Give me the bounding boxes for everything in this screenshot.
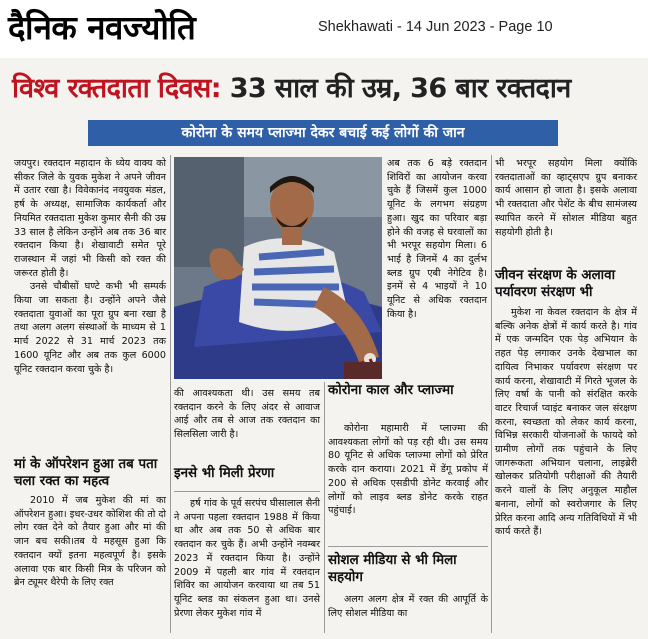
article-column-4 (495, 157, 637, 239)
paragraph: भी भरपूर सहयोग मिला क्योंकि रक्तदाताओं का व्हाट्सएप ग्रुप बनाकर कार्य आसान हो जाता है। इसके अलावा भी रक्तदाता और पेशेंट के बीच सामंजस्य स्थापित करने में सोशल मीडिया बहुत सहयोगी होती है। (495, 158, 637, 238)
blood-donor-photo (174, 157, 382, 379)
column-divider (324, 382, 325, 633)
article-subheadline: कोरोना के समय प्लाज्मा देकर बचाई कई लोगों की जान (88, 120, 558, 146)
paragraph: कोरोना महामारी में प्लाज्मा की आवश्यकता लोगों को पड़ रही थी। उस समय 80 यूनिट से अधिक प्लाज्मा लोगों को प्रेरित करके दान कराया। 2021 में डेंगू प्रकोप में 200 से अधिक एसडीपी डोनेट करवाई और लोगों को लाइव ब्लड डोनेट करके राहत पहुंचाई। (328, 423, 488, 517)
article-column-1 (14, 157, 166, 376)
article-column-3-end (328, 593, 488, 620)
paragraph: की आवश्यकता थी। उस समय तब रक्तदान करने के लिए अंदर से आवाज आई और तब से आज तक रक्तदान का सिलसिला जारी है। (174, 388, 320, 441)
section-divider (174, 491, 320, 492)
article-column-1-cont (14, 494, 166, 590)
section-heading-inspiration: इनसे भी मिली प्रेरणा (174, 466, 275, 481)
section-heading-corona: कोरोना काल और प्लाज्मा (328, 383, 454, 398)
section-heading-social: सोशल मीडिया से भी मिला सहयोग (328, 553, 457, 585)
section-divider (328, 546, 488, 547)
article-column-2-cont (174, 497, 320, 620)
paragraph: अलग अलग क्षेत्र में रक्त की आपूर्ति के लिए सोशल मीडिया का (328, 594, 488, 619)
article-photo (174, 157, 382, 379)
headline-lead: विश्व रक्तदाता दिवस: (12, 73, 221, 104)
paragraph: मुकेश ना केवल रक्तदान के क्षेत्र में बल्कि अनेक क्षेत्रों में कार्य करते है। गांव में एक जन्मदिन एक पेड़ अभियान के तहत पेड़ लगाकर उनके देखभाल का दायित्व निभाकर पर्यावरण संरक्षण पर कार्य करना, शेखावाटी में गिरते भूजल के लिए वर्षा के पानी को संरक्षित करके वाटर रिचार्ज प्वाइंट बनाकर जल संरक्षण करना, स्वच्छता को लेकर कार्य करना, विभिन्न सरकारी योजनाओं के फायदे को ग्रामीण लोगों तक पहुंचाने के लिए जागरूकता अभियान चलाना, लाइब्रेरी खोलकर प्रतियोगी परीक्षाओं की तैयारी करने वालों के लिए अनुकूल माहौल बनाना, लोगों को स्वरोजगार के लिए प्रेरित करना आदि अन्य गतिविधियों में भी कार्य करते हैं। (495, 307, 637, 538)
paragraph: उनसे चौबीसों घण्टे कभी भी सम्पर्क किया जा सकता है। उन्होंने अपने जैसे रक्तदाता युवाओं का पूरा ग्रुप बना रखा है तथा अलग अलग संस्थाओं के माध्यम से 1 मार्च 2022 से 31 मार्च 2023 तक 1600 यूनिट और अब तक कुल 6000 यूनिट रक्तदान करवा चुके है। (14, 281, 166, 375)
paragraph: 2010 में जब मुकेश की मां का ऑपरेशन हुआ। इधर-उधर कोशिश की तो दो लोग रक्त देने को तैयार हुआ और मां की जान बच सकी।तब ये महसूस हुआ कि रक्तदान क्यों इतना महत्वपूर्ण है। इसके अलावा एक बार किसी मित्र के परिजन को ब्रेन ट्यूमर थैरेपी के लिए रक्त (14, 495, 166, 589)
column-divider (170, 155, 171, 633)
article-column-4-cont (495, 306, 637, 539)
section-heading-environment: जीवन संरक्षण के अलावा पर्यावरण संरक्षण भी (495, 268, 616, 300)
section-heading-mother: मां के ऑपरेशन हुआ तब पता चला रक्त का महत्व (14, 457, 158, 489)
article-headline (12, 68, 642, 105)
paragraph: अब तक 6 बड़े रक्तदान शिविरों का आयोजन करवा चुके हैं जिसमें कुल 1000 यूनिट के लगभग संग्रहण हुआ। खुद का परिवार बड़ा होने की वजह से घरवालों का भी भरपूर सहयोग मिला। 6 भाई है जिनमें 4 का दुर्लभ ब्लड ग्रुप एबी नेगेटिव है। इनमें से 4 भाइयों ने 10 यूनिट से अधिक रक्तदान किया है। (387, 158, 487, 320)
edition-info: Shekhawati - 14 Jun 2023 - Page 10 (318, 19, 553, 35)
column-divider (491, 155, 492, 633)
paragraph: हर्ष गांव के पूर्व सरपंच घीसालाल सैनी ने अपना पहला रक्तदान 1988 में किया था और अब तक 50 से अधिक बार रक्तदान कर चुके हैं। अभी उन्होंने नवम्बर 2023 में रक्तदान किया है। उन्होंने 2009 में पहली बार गांव में रक्तदान शिविर का आयोजन करवाया था तब 51 यूनिट ब्लड का संकलन हुआ था। उनसे प्रेरणा लेकर मुकेश गांव में (174, 498, 320, 619)
masthead (0, 0, 648, 56)
article-column-3 (387, 157, 487, 321)
newspaper-logo: दैनिक नवज्योति (8, 8, 196, 47)
paragraph: जयपुर। रक्तदान महादान के ध्येय वाक्य को सीकर जिले के युवक मुकेश ने अपने जीवन में उतार रखा है। विवेकानंद नवयुवक मंडल, हर्ष के अध्यक्ष, सामाजिक कार्यकर्ता और नियमित रक्तदाता मुकेश कुमार सैनी की उम्र 33 साल है लेकिन उन्होंने अब तक 36 बार रक्तदान किया है। शेखावाटी समेत पूरे राजस्थान में जहां भी किसी को रक्त की जरूरत होती है। (14, 158, 166, 279)
article-column-2 (174, 387, 320, 442)
article-column-3-cont (328, 422, 488, 518)
headline-rest: 33 साल की उम्र, 36 बार रक्तदान (220, 73, 571, 104)
